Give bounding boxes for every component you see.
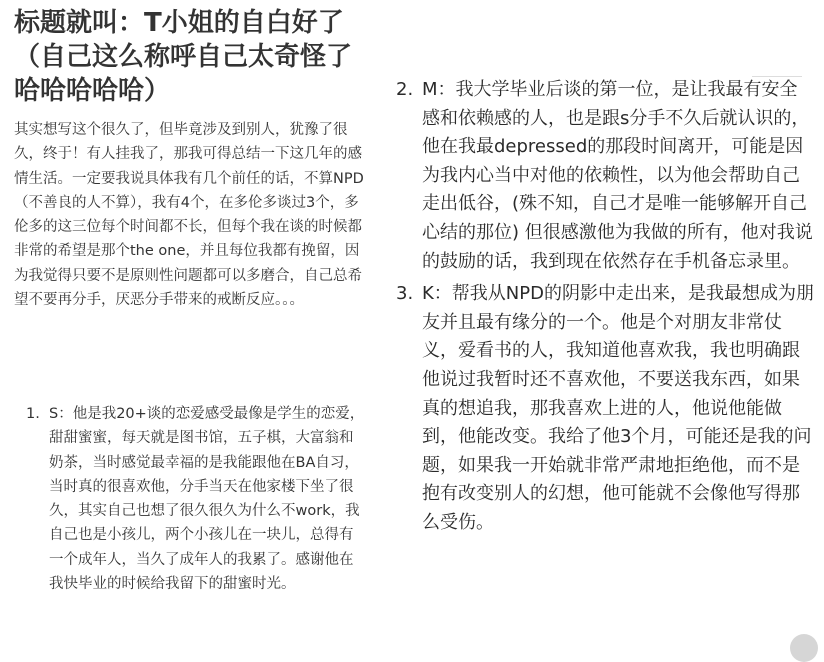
list-item-text: K：帮我从NPD的阴影中走出来，是我最想成为朋友并且最有缘分的一个。他是个对朋友非常仗义，爱看书的人，我知道他喜欢我，我也明确跟他说过我暂时还不喜欢他，不要送我东西，如果真的想追我，那我喜欢上进的人，他说他能做到，他能改变。我给了他3个月，可能还是我的问题，如果我一开始就非常严肃地拒绝他，而不是抱有改变别人的幻想，他可能就不会像他写得那么受伤。 bbox=[422, 283, 814, 533]
list-item-number: 1. bbox=[26, 406, 40, 422]
ex-list-part-1 bbox=[26, 402, 366, 596]
list-item bbox=[396, 76, 814, 276]
left-column bbox=[0, 0, 372, 644]
post-title: 标题就叫：T小姐的自白好了（自己这么称呼自己太奇怪了哈哈哈哈哈） bbox=[14, 8, 353, 106]
right-column bbox=[380, 0, 824, 644]
divider bbox=[752, 76, 802, 77]
list-item-text: S：他是我20+谈的恋爱感受最像是学生的恋爱，甜甜蜜蜜，每天就是图书馆，五子棋，大富翁和奶茶，当时感觉最幸福的是我能跟他在BA自习，当时真的很喜欢他，分手当天在他家楼下坐了很久，其实自己也想了很久很久为什么不work，我自己也是小孩儿，两个小孩儿在一块儿，总得有一个成年人，当久了成年人的我累了。感谢他在我快毕业的时候给我留下的甜蜜时光。 bbox=[49, 406, 365, 593]
scroll-button[interactable] bbox=[790, 634, 818, 662]
list-item bbox=[26, 402, 366, 596]
list-item-number: 3. bbox=[396, 283, 414, 305]
intro-paragraph: 其实想写这个很久了，但毕竟涉及到别人，犹豫了很久，终于！有人挂我了，那我可得总结一下这几年的感情生活。一定要我说具体我有几个前任的话，不算NPD（不善良的人不算），我有4个，在多伦多谈过3个，多伦多的这三位每个时间都不长，但每个我在谈的时候都非常的希望是那个the one，并且每位我都有挽留，因为我觉得只要不是原则性问题都可以多磨合，自己总希望不要再分手，厌恶分手带来的戒断反应。。。 bbox=[14, 122, 364, 309]
list-item bbox=[396, 280, 814, 537]
ex-list-part-2 bbox=[396, 76, 814, 542]
list-item-number: 2. bbox=[396, 79, 414, 100]
list-item-text: M：我大学毕业后谈的第一位，是让我最有安全感和依赖感的人，也是跟s分手不久后就认识的，他在我最depressed的那段时间离开，可能是因为我内心当中对他的依赖性，以为他会帮助自己走出低谷，(殊不知，自己才是唯一能够解开自己心结的那位) 但很感激他为我做的所有，他对我说的鼓励的话，我到现在依然存在手机备忘录里。 bbox=[422, 79, 813, 272]
